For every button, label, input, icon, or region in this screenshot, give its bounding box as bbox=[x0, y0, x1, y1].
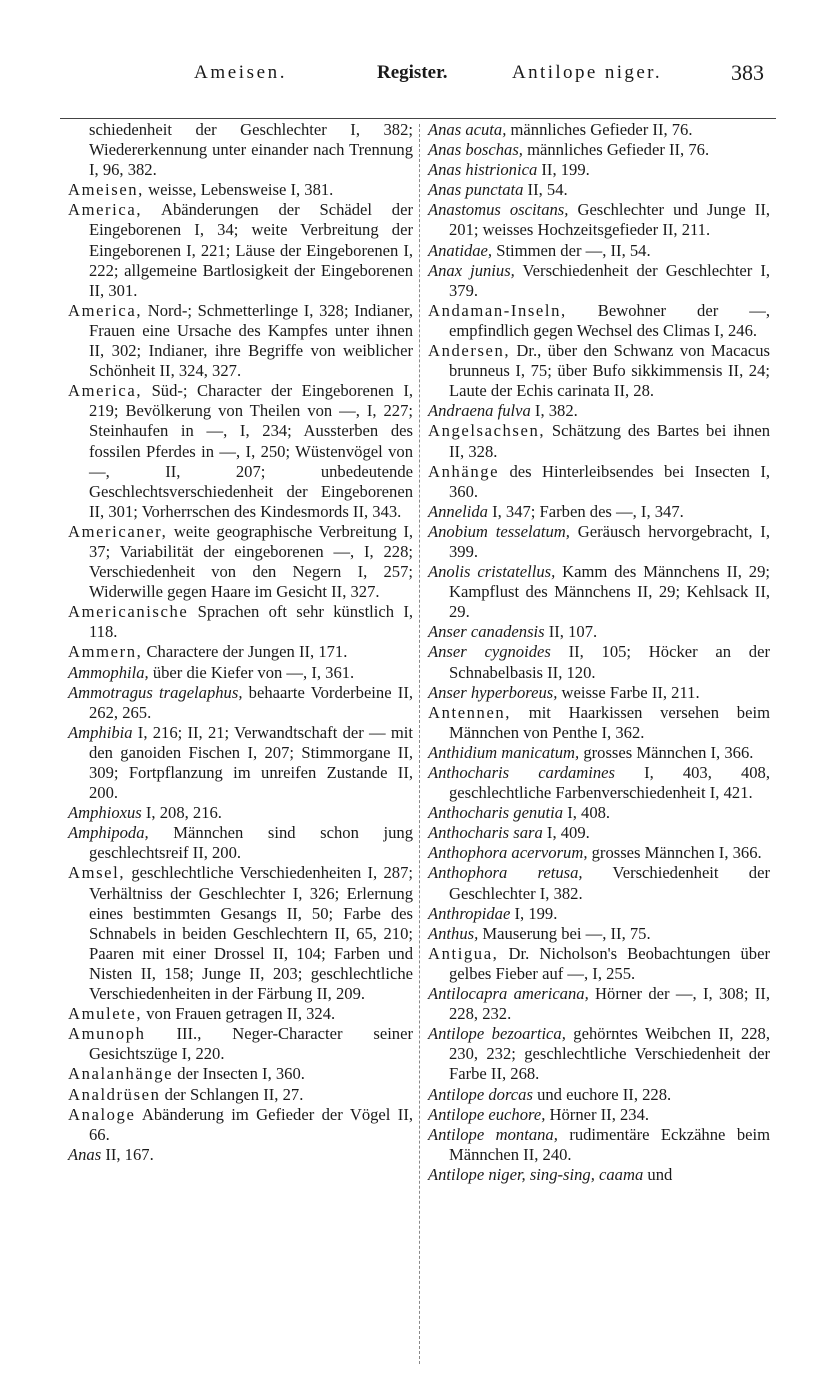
index-entry bbox=[68, 381, 413, 522]
entry-taxon-name: Anatidae, bbox=[428, 240, 493, 260]
entry-taxon-name: Amphipoda, bbox=[68, 823, 149, 843]
entry-headword: Antennen, bbox=[428, 702, 512, 722]
index-entry bbox=[428, 522, 770, 562]
entry-text: Hörner der —, I, 308; II, 228, 232. bbox=[449, 984, 770, 1024]
index-entry bbox=[428, 180, 770, 200]
entry-text: Abänderungen der Schädel der Eingeborenen I, 34; weite Verbreitung der Eingeborenen I, 221; Läuse der Eingeborenen I, 222; allgemeine Bartlosigkeit der Eingeborenen II, 301. bbox=[89, 200, 413, 300]
entry-text: weisse Farbe II, 211. bbox=[557, 682, 700, 702]
index-entry bbox=[428, 924, 770, 944]
entry-text: III., Neger-Character seiner Gesichtszüge I, 220. bbox=[89, 1024, 413, 1064]
index-entry bbox=[428, 703, 770, 743]
entry-taxon-name: Anthropidae bbox=[428, 903, 511, 923]
entry-text: Sprachen oft sehr künstlich I, 118. bbox=[89, 602, 413, 642]
entry-text: I, 199. bbox=[510, 903, 558, 923]
entry-headword: Amunoph bbox=[68, 1024, 146, 1044]
entry-text: Dr. Nicholson's Beobachtungen über gelbes Fieber auf —, I, 255. bbox=[449, 943, 770, 983]
index-entry bbox=[68, 642, 413, 662]
header-right-catchword: Antilope niger. bbox=[512, 62, 662, 83]
entry-headword: America, bbox=[68, 300, 143, 320]
index-entry bbox=[428, 904, 770, 924]
header-title: Register. bbox=[377, 62, 448, 83]
index-entry bbox=[428, 241, 770, 261]
entry-text: Charactere der Jungen II, 171. bbox=[142, 642, 348, 662]
entry-taxon-name: Ammophila, bbox=[68, 662, 149, 682]
entry-taxon-name: Andraena fulva bbox=[428, 401, 531, 421]
index-entry bbox=[68, 663, 413, 683]
index-entry bbox=[68, 301, 413, 381]
index-entry bbox=[428, 763, 770, 803]
index-column-right bbox=[428, 120, 770, 1185]
index-entry bbox=[68, 120, 413, 180]
entry-taxon-name: Antilope dorcas bbox=[428, 1084, 533, 1104]
entry-taxon-name: Antilope montana, bbox=[428, 1124, 558, 1144]
entry-text: und bbox=[643, 1164, 673, 1184]
entry-headword: Analdrüsen bbox=[68, 1084, 161, 1104]
index-entry bbox=[68, 1004, 413, 1024]
index-entry bbox=[428, 120, 770, 140]
entry-headword: Amulete, bbox=[68, 1004, 143, 1024]
entry-text: männliches Gefieder II, 76. bbox=[522, 140, 710, 160]
entry-headword: America, bbox=[68, 381, 143, 401]
index-entry bbox=[428, 1125, 770, 1165]
entry-taxon-name: Ammotragus tragelaphus, bbox=[68, 682, 243, 702]
entry-headword: America, bbox=[68, 200, 143, 220]
entry-text: I, 216; II, 21; Verwandtschaft der — mit den ganoiden Fischen I, 207; Stimmorgane II, 309; Fortpflanzung im unreifen Zustande II, 200. bbox=[89, 722, 413, 803]
entry-taxon-name: Amphibia bbox=[68, 722, 133, 742]
entry-text: der Schlangen II, 27. bbox=[160, 1084, 304, 1104]
index-entry bbox=[428, 984, 770, 1024]
entry-text: über die Kiefer von —, I, 361. bbox=[148, 662, 355, 682]
entry-taxon-name: Anas punctata bbox=[428, 180, 524, 200]
entry-text: Kamm des Männchens II, 29; Kampflust des Männchens II, 29; Kehlsack II, 29. bbox=[449, 562, 770, 622]
index-entry bbox=[428, 301, 770, 341]
entry-taxon-name: Anastomus oscitans, bbox=[428, 200, 569, 220]
entry-headword: Analanhänge bbox=[68, 1064, 174, 1084]
entry-headword: Angelsachsen, bbox=[428, 421, 546, 441]
entry-text: rudimentäre Eckzähne beim Männchen II, 240. bbox=[449, 1124, 770, 1164]
entry-taxon-name: Anax junius, bbox=[428, 260, 515, 280]
entry-taxon-name: Annelida bbox=[428, 501, 488, 521]
entry-taxon-name: Antilope bezoartica, bbox=[428, 1024, 566, 1044]
index-entry bbox=[428, 743, 770, 763]
entry-headword: Americaner, bbox=[68, 521, 168, 541]
entry-headword: Anhänge bbox=[428, 461, 500, 481]
header-left-catchword: Ameisen. bbox=[194, 62, 288, 83]
index-entry bbox=[428, 341, 770, 401]
entry-headword: Andersen, bbox=[428, 341, 511, 361]
entry-headword: Ammern, bbox=[68, 642, 143, 662]
entry-text: I, 382. bbox=[530, 401, 578, 421]
index-entry bbox=[428, 562, 770, 622]
entry-text: I, 408. bbox=[563, 803, 611, 823]
entry-taxon-name: Anser cygnoides bbox=[428, 642, 551, 662]
entry-taxon-name: Anthidium manicatum, bbox=[428, 742, 580, 762]
index-entry bbox=[68, 200, 413, 300]
entry-text: I, 347; Farben des —, I, 347. bbox=[487, 501, 684, 521]
entry-text: mit Haarkissen versehen beim Männchen von Penthe I, 362. bbox=[449, 702, 770, 742]
page-number: 383 bbox=[731, 60, 764, 85]
index-entry bbox=[68, 803, 413, 823]
running-header bbox=[0, 62, 839, 92]
index-entry bbox=[428, 843, 770, 863]
entry-text: gehörntes Weibchen II, 228, 230, 232; geschlechtliche Verschiedenheit der Farbe II, 268. bbox=[449, 1024, 770, 1084]
entry-text: Schätzung des Bartes bei ihnen II, 328. bbox=[449, 421, 770, 461]
entry-text: I, 409. bbox=[542, 823, 590, 843]
index-entry bbox=[428, 1024, 770, 1084]
entry-text: und euchore II, 228. bbox=[532, 1084, 672, 1104]
entry-text: Bewohner der —, empfindlich gegen Wechsel des Climas I, 246. bbox=[449, 300, 770, 340]
index-entry bbox=[68, 1064, 413, 1084]
index-entry bbox=[68, 823, 413, 863]
entry-text: Verschiedenheit der Geschlechter I, 382. bbox=[449, 863, 770, 903]
index-entry bbox=[428, 622, 770, 642]
index-entry bbox=[68, 1145, 413, 1165]
entry-text: weite geographische Verbreitung I, 37; Variabilität der eingeborenen —, I, 228; Verschiedenheit von den Negern I, 257; Widerwille gegen Haare im Gesicht II, 327. bbox=[89, 521, 413, 602]
index-entry bbox=[428, 683, 770, 703]
index-entry bbox=[428, 803, 770, 823]
entry-text: von Frauen getragen II, 324. bbox=[142, 1004, 336, 1024]
entry-text: Geräusch hervorgebracht, I, 399. bbox=[449, 521, 770, 561]
entry-text: Stimmen der —, II, 54. bbox=[492, 240, 651, 260]
entry-text: weisse, Lebensweise I, 381. bbox=[143, 180, 334, 200]
entry-text: Männchen sind schon jung geschlechtsreif II, 200. bbox=[89, 823, 413, 863]
entry-text: Nord-; Schmetterlinge I, 328; Indianer, Frauen eine Ursache des Kampfes unter ihnen II, 302; Indianer, ihre Begriffe von weiblicher Schönheit II, 324, 327. bbox=[89, 300, 413, 381]
index-entry bbox=[428, 863, 770, 903]
column-divider bbox=[419, 124, 420, 1364]
index-entry bbox=[68, 863, 413, 1004]
entry-text: Dr., über den Schwanz von Macacus brunneus I, 75; über Bufo sikkimmensis II, 24; Laute der Echis carinata II, 28. bbox=[449, 341, 770, 401]
entry-text: II, 199. bbox=[537, 160, 590, 180]
entry-text: behaarte Vorderbeine II, 262, 265. bbox=[89, 682, 413, 722]
entry-headword: Analoge bbox=[68, 1104, 136, 1124]
entry-text: schiedenheit der Geschlechter I, 382; Wiedererkennung unter einander nach Trennung I, 96, 382. bbox=[89, 120, 413, 180]
entry-text: Süd-; Character der Eingeborenen I, 219; Bevölkerung von Theilen von —, I, 227; Steinhaufen in —, I, 234; Aussterben des fossilen Pferdes in —, I, 250; Wüstenvögel von —, II, 207; unbedeutende Geschlechtsverschiedenheit der Eingeborenen II, 301; Vorherrschen des Kindesmords II, 343. bbox=[89, 381, 413, 521]
index-entry bbox=[68, 683, 413, 723]
index-entry bbox=[68, 180, 413, 200]
entry-taxon-name: Amphioxus bbox=[68, 803, 142, 823]
index-entry bbox=[428, 502, 770, 522]
entry-taxon-name: Anas acuta, bbox=[428, 120, 507, 139]
entry-taxon-name: Anobium tesselatum, bbox=[428, 521, 570, 541]
entry-headword: Americanische bbox=[68, 602, 189, 622]
entry-taxon-name: Anas bbox=[68, 1144, 102, 1164]
index-entry bbox=[428, 1165, 770, 1185]
entry-taxon-name: Anthocharis genutia bbox=[428, 803, 564, 823]
entry-taxon-name: Anas histrionica bbox=[428, 160, 538, 180]
entry-text: Abänderung im Gefieder der Vögel II, 66. bbox=[89, 1104, 413, 1144]
index-entry bbox=[428, 944, 770, 984]
index-entry bbox=[428, 140, 770, 160]
index-entry bbox=[428, 421, 770, 461]
index-entry bbox=[68, 602, 413, 642]
index-entry bbox=[68, 522, 413, 602]
entry-text: II, 54. bbox=[523, 180, 568, 200]
entry-text: Mauserung bei —, II, 75. bbox=[478, 923, 651, 943]
entry-taxon-name: Antilope niger, sing-sing, caama bbox=[428, 1164, 644, 1184]
index-entry bbox=[428, 160, 770, 180]
index-entry bbox=[428, 200, 770, 240]
entry-text: I, 403, 408, geschlechtliche Farbenverschiedenheit I, 421. bbox=[449, 763, 770, 803]
entry-text: männliches Gefieder II, 76. bbox=[506, 120, 693, 139]
entry-text: grosses Männchen I, 366. bbox=[587, 843, 762, 863]
entry-taxon-name: Anas boschas, bbox=[428, 140, 523, 160]
entry-text: I, 208, 216. bbox=[141, 803, 222, 823]
entry-taxon-name: Anthus, bbox=[428, 923, 479, 943]
entry-taxon-name: Anthophora acervorum, bbox=[428, 843, 588, 863]
entry-taxon-name: Anser hyperboreus, bbox=[428, 682, 558, 702]
entry-taxon-name: Antilocapra americana, bbox=[428, 984, 589, 1004]
index-entry bbox=[68, 1024, 413, 1064]
entry-text: II, 107. bbox=[544, 622, 598, 642]
entry-taxon-name: Anser canadensis bbox=[428, 622, 545, 642]
entry-text: grosses Männchen I, 366. bbox=[579, 742, 754, 762]
entry-text: Geschlechter und Junge II, 201; weisses Hochzeitsgefieder II, 211. bbox=[449, 200, 770, 240]
entry-text: Hörner II, 234. bbox=[545, 1104, 650, 1124]
entry-taxon-name: Anthophora retusa, bbox=[428, 863, 583, 883]
index-entry bbox=[68, 723, 413, 803]
index-entry bbox=[428, 261, 770, 301]
index-entry bbox=[428, 401, 770, 421]
entry-taxon-name: Antilope euchore, bbox=[428, 1104, 546, 1124]
entry-text: des Hinterleibsendes bei Insecten I, 360. bbox=[449, 461, 770, 501]
entry-taxon-name: Anthocharis cardamines bbox=[428, 763, 616, 782]
index-entry bbox=[428, 462, 770, 502]
entry-headword: Andaman-Inseln, bbox=[428, 300, 567, 320]
index-entry bbox=[428, 1085, 770, 1105]
index-entry bbox=[428, 642, 770, 682]
entry-text: geschlechtliche Verschiedenheiten I, 287; Verhältniss der Geschlechter I, 326; Erlernung eines bestimmten Gesangs II, 50; Farbe des Schnabels in beiden Geschlechtern II, 65, 210; Paaren mit einer Drossel II, 104; Farben und Nisten II, 158; Junge II, 203; geschlechtliche Verschiedenheiten in der Färbung II, 209. bbox=[89, 863, 413, 1004]
entry-headword: Amsel, bbox=[68, 863, 126, 883]
entry-text: II, 105; Höcker an der Schnabelbasis II, 120. bbox=[449, 642, 770, 682]
entry-text: II, 167. bbox=[101, 1144, 154, 1164]
entry-headword: Ameisen, bbox=[68, 180, 144, 200]
entry-text: Verschiedenheit der Geschlechter I, 379. bbox=[449, 260, 770, 300]
entry-text: der Insecten I, 360. bbox=[173, 1064, 305, 1084]
index-entry bbox=[428, 1105, 770, 1125]
entry-taxon-name: Anthocharis sara bbox=[428, 823, 543, 843]
index-entry bbox=[68, 1105, 413, 1145]
index-entry bbox=[68, 1085, 413, 1105]
index-column-left bbox=[68, 120, 413, 1165]
entry-taxon-name: Anolis cristatellus, bbox=[428, 562, 556, 582]
header-rule bbox=[60, 118, 776, 119]
index-entry bbox=[428, 823, 770, 843]
entry-headword: Antigua, bbox=[428, 943, 499, 963]
